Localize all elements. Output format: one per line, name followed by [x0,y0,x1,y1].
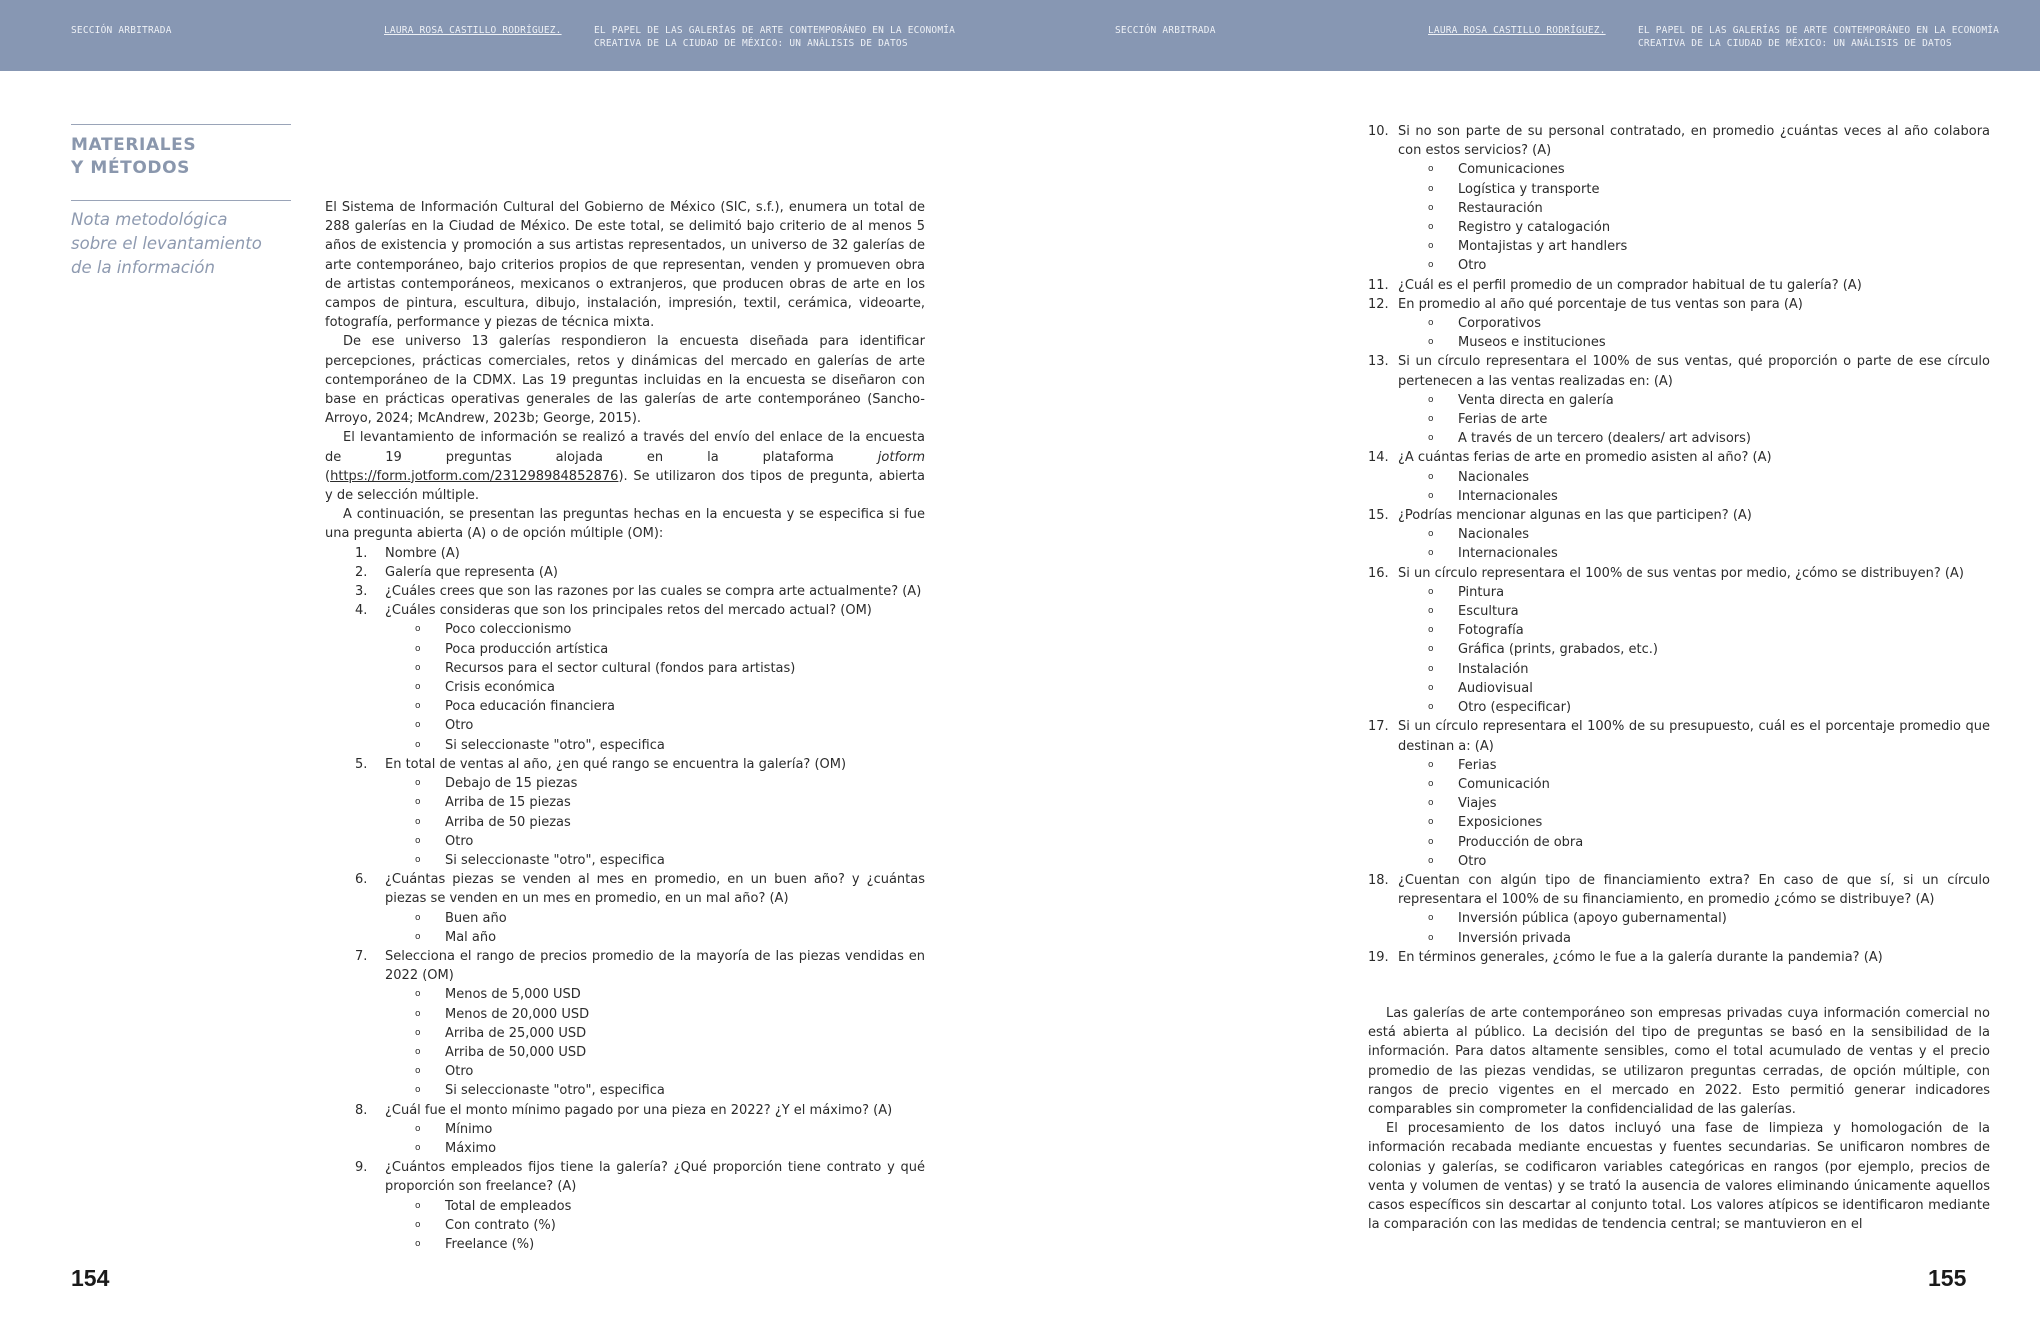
bullet-icon: o [415,835,421,846]
question-number: 8. [355,1102,368,1118]
option-text: Museos e instituciones [1458,335,1606,351]
question-item [1368,948,1990,967]
option-item [415,1120,925,1139]
bullet-icon: o [1428,682,1434,693]
option-item [1428,775,1990,794]
option-text: Arriba de 15 piezas [445,795,571,811]
option-item [415,793,925,812]
question-number: 12. [1368,296,1389,312]
option-text: Nacionales [1458,527,1529,543]
option-text: Arriba de 25,000 USD [445,1025,587,1041]
question-text: ¿A cuántas ferias de arte en promedio asisten al año? (A) [1398,450,1772,466]
question-text: ¿Cuántas piezas se venden al mes en promedio, en un buen año? y ¿cuántas piezas se venden en un mes en promedio, en un mal año? (A) [385,872,925,907]
question-number: 10. [1368,124,1389,139]
bullet-icon: o [1428,644,1434,655]
question-number: 17. [1368,719,1389,735]
bullet-icon: o [1428,471,1434,482]
option-item [415,1081,925,1100]
header-title-right: EL PAPEL DE LAS GALERÍAS DE ARTE CONTEMPORÁNEO EN LA ECONOMÍA CREATIVA DE LA CIUDAD DE MÉXICO: UN ANÁLISIS DE DATOS [1638,25,2000,49]
option-text: Comunicaciones [1458,162,1565,178]
option-text: Logística y transporte [1458,181,1600,197]
question-text: Si no son parte de su personal contratado, en promedio ¿cuántas veces al año colabora con estos servicios? (A) [1398,124,1990,159]
option-item [415,1005,925,1024]
bullet-icon: o [1428,164,1434,175]
question-item [1368,506,1990,525]
option-item [1428,429,1990,448]
bullet-icon: o [415,912,421,923]
option-text: Inversión privada [1458,930,1571,946]
question-item [355,1158,925,1196]
option-text: Arriba de 50 piezas [445,814,571,830]
header-title-left: EL PAPEL DE LAS GALERÍAS DE ARTE CONTEMPORÁNEO EN LA ECONOMÍA CREATIVA DE LA CIUDAD DE MÉXICO: UN ANÁLISIS DE DATOS [594,25,956,49]
option-item [415,620,925,639]
bullet-icon: o [415,624,421,635]
option-list [1428,525,1990,563]
bullet-icon: o [1428,759,1434,770]
bullet-icon: o [1428,260,1434,271]
question-number: 7. [355,948,368,964]
question-text: Si un círculo representara el 100% de sus ventas por medio, ¿cómo se distribuyen? (A) [1398,565,1964,581]
question-item [1368,352,1990,390]
option-item [415,1139,925,1158]
question-item [1368,717,1990,755]
paragraph: De ese universo 13 galerías respondieron la encuesta diseñada para identificar percepciones, prácticas comerciales, retos y dinámicas del mercado en galerías de arte contemporáneo de la CDMX. Las 19 preguntas incluidas en la encuesta se diseñaron con base en prácticas operativas generales de las galerías de arte contemporáneo (Sancho-Arroyo, 2024; McAndrew, 2023b; George, 2015). [325,334,925,427]
option-text: Con contrato (%) [445,1217,556,1233]
question-text: ¿Cuál fue el monto mínimo pagado por una pieza en 2022? ¿Y el máximo? (A) [385,1102,893,1118]
header-section-left: SECCIÓN ARBITRADA [71,25,172,36]
option-list [415,985,925,1100]
option-list [415,620,925,754]
bullet-icon: o [1428,414,1434,425]
option-item [1428,679,1990,698]
option-list [1428,314,1990,352]
option-text: Audiovisual [1458,680,1533,696]
option-item [415,1024,925,1043]
option-item [415,1197,925,1216]
bullet-icon: o [415,989,421,1000]
bullet-icon: o [1428,932,1434,943]
option-text: Comunicación [1458,776,1550,792]
option-text: Inversión pública (apoyo gubernamental) [1458,911,1727,927]
option-text: Escultura [1458,604,1519,620]
option-item [415,928,925,947]
option-text: Gráfica (prints, grabados, etc.) [1458,642,1658,658]
bullet-icon: o [1428,855,1434,866]
question-item [1368,564,1990,583]
question-number: 19. [1368,949,1389,965]
bullet-icon: o [1428,433,1434,444]
section-heading: MATERIALES Y MÉTODOS [71,135,197,178]
option-item [1428,813,1990,832]
option-item [1428,199,1990,218]
option-item [415,774,925,793]
bullet-icon: o [1428,222,1434,233]
option-item [1428,487,1990,506]
question-text: En total de ventas al año, ¿en qué rango se encuentra la galería? (OM) [385,756,847,772]
option-text: Internacionales [1458,488,1558,504]
question-item [1368,295,1990,314]
question-number: 16. [1368,565,1389,581]
bullet-icon: o [1428,318,1434,329]
question-text: Galería que representa (A) [385,564,558,580]
option-list [415,1120,925,1158]
option-text: Otro (especificar) [1458,700,1572,716]
option-item [415,1043,925,1062]
bullet-icon: o [1428,836,1434,847]
question-text: ¿Cuáles consideras que son los principales retos del mercado actual? (OM) [385,603,872,619]
header-section-right: SECCIÓN ARBITRADA [1115,25,1216,36]
bullet-icon: o [1428,548,1434,559]
option-text: Total de empleados [445,1198,572,1214]
question-item [355,947,925,985]
question-item [1368,122,1990,160]
option-text: Exposiciones [1458,815,1543,831]
bullet-icon: o [415,1008,421,1019]
question-text: ¿Cuentan con algún tipo de financiamiento extra? En caso de que sí, si un círculo representara el 100% de su financiamiento, en promedio ¿cómo se distribuye? (A) [1398,872,1990,908]
option-item [415,659,925,678]
option-item [415,813,925,832]
option-text: Venta directa en galería [1458,392,1614,408]
option-item [1428,544,1990,563]
bullet-icon: o [415,643,421,654]
option-text: Otro [445,1064,474,1080]
option-text: Debajo de 15 piezas [445,776,578,792]
bullet-icon: o [1428,606,1434,617]
bullet-icon: o [415,778,421,789]
paragraph-text: El levantamiento de información se realizó a través del envío del enlace de la encuesta de 19 preguntas alojada en la plataforma [325,430,925,465]
option-list [415,909,925,947]
question-item [355,582,925,601]
option-item [1428,256,1990,275]
option-item [1428,909,1990,928]
option-text: Mal año [445,929,497,945]
bullet-icon: o [415,797,421,808]
bullet-icon: o [1428,183,1434,194]
option-text: Crisis económica [445,680,556,696]
question-text: Selecciona el rango de precios promedio de la mayoría de las piezas vendidas en 2022 (OM) [385,948,925,984]
bullet-icon: o [415,854,421,865]
option-text: Ferias de arte [1458,412,1548,428]
question-item [1368,276,1990,295]
option-item [1428,180,1990,199]
option-text: Menos de 20,000 USD [445,1006,590,1022]
option-text: Nacionales [1458,469,1529,485]
option-text: Registro y catalogación [1458,220,1611,236]
bullet-icon: o [415,1142,421,1153]
bullet-icon: o [1428,913,1434,924]
option-text: Recursos para el sector cultural (fondos para artistas) [445,660,796,676]
question-text: Si un círculo representara el 100% de sus ventas, qué proporción o parte de ese círculo pertenecen a las ventas realizadas en: (A) [1398,354,1990,389]
question-number: 2. [355,564,368,580]
option-text: Otro [1458,853,1487,869]
question-item [355,755,925,774]
option-item [1428,314,1990,333]
bullet-icon: o [415,816,421,827]
left-column [325,198,925,1254]
option-text: Internacionales [1458,546,1558,562]
bullet-icon: o [1428,202,1434,213]
option-item [1428,237,1990,256]
option-item [415,1235,925,1254]
bullet-icon: o [1428,817,1434,828]
question-item [1368,871,1990,909]
platform-name: jotform [877,449,925,465]
question-text: En promedio al año qué porcentaje de tus ventas son para (A) [1398,296,1803,312]
bullet-icon: o [415,682,421,693]
option-text: Buen año [445,910,507,926]
option-text: Montajistas y art handlers [1458,239,1628,255]
option-text: A través de un tercero (dealers/ art advisors) [1458,431,1751,447]
bullet-icon: o [415,1238,421,1249]
question-text: ¿Cuántos empleados fijos tiene la galería? ¿Qué proporción tiene contrato y qué proporción son freelance? (A) [385,1160,925,1195]
option-item [1428,794,1990,813]
bullet-icon: o [1428,663,1434,674]
bullet-icon: o [415,739,421,750]
option-item [415,678,925,697]
option-item [415,851,925,870]
bullet-icon: o [1428,337,1434,348]
question-number: 13. [1368,354,1389,370]
question-text: ¿Cuál es el perfil promedio de un comprador habitual de tu galería? (A) [1398,277,1862,293]
bullet-icon: o [415,1066,421,1077]
option-text: Otro [445,833,474,849]
page-right [1020,71,2040,1320]
option-item [415,716,925,735]
option-text: Corporativos [1458,316,1542,332]
question-number: 3. [355,584,368,600]
question-text: Si un círculo representara el 100% de su presupuesto, cuál es el porcentaje promedio que destinan a: (A) [1398,719,1990,754]
header-author-right[interactable]: LAURA ROSA CASTILLO RODRÍGUEZ. [1428,25,1606,36]
question-number: 11. [1368,277,1389,293]
question-number: 1. [355,545,368,561]
sidebar-top-rule [71,124,291,125]
option-text: Si seleccionaste "otro", especifica [445,852,665,868]
page-number-left: 154 [71,1265,110,1291]
option-item [415,832,925,851]
option-text: Instalación [1458,661,1529,677]
option-item [1428,640,1990,659]
option-item [1428,621,1990,640]
option-text: Otro [445,718,474,734]
question-item [355,544,925,563]
option-item [415,985,925,1004]
bullet-icon: o [415,1085,421,1096]
option-text: Poca producción artística [445,641,609,657]
paragraph: El procesamiento de los datos incluyó una fase de limpieza y homologación de la información recabada mediante encuestas y fuentes secundarias. Se unificaron nombres de colonias y galerías, se codificaron variables categóricas en rangos (por ejemplo, precios de venta y volumen de ventas) y se trató la ausencia de valores eliminando únicamente aquellos casos específicos sin descartar al conjunto total. Los valores atípicos se identificaron mediante la comparación con las medidas de tendencia central; se mantuvieron en el [1368,1121,1990,1233]
paragraph: Las galerías de arte contemporáneo son empresas privadas cuya información comercial no está abierta al público. La decisión del tipo de preguntas se basó en la sensibilidad de la información. Para datos altamente sensibles, como el total acumulado de ventas y el precio promedio de las piezas vendidas, se utilizaron preguntas cerradas, de opción múltiple, con rangos de precio vigentes en el mercado en 2022. Esto permitió generar indicadores comparables sin comprometer la confidencialidad de las galerías. [1368,1006,1990,1118]
option-text: Menos de 5,000 USD [445,987,581,1003]
option-item [1428,756,1990,775]
question-text: ¿Cuáles crees que son las razones por las cuales se compra arte actualmente? (A) [385,584,922,600]
option-item [1428,525,1990,544]
paragraph: El Sistema de Información Cultural del Gobierno de México (SIC, s.f.), enumera un total de 288 galerías en la Ciudad de México. De este total, se delimitó bajo criterio de al menos 5 años de existencia y promoción a sus artistas representados, un universo de 32 galerías de arte contemporáneo, bajo criterios propios de que representan, venden y promueven obra de artistas contemporáneos, mexicanos o extranjeros, que producen obras de arte en los campos de pintura, escultura, dibujo, instalación, impresión, textil, cerámica, videoarte, fotografía, performance y piezas de técnica mixta. [325,200,925,331]
option-item [1428,333,1990,352]
option-text: Producción de obra [1458,834,1584,850]
question-item [355,563,925,582]
right-column [1368,122,1990,967]
paragraph: A continuación, se presentan las preguntas hechas en la encuesta y se especifica si fue una pregunta abierta (A) o de opción múltiple (OM): [325,507,925,542]
bullet-icon: o [415,1200,421,1211]
question-item [355,1101,925,1120]
page-number-right: 155 [1928,1265,1967,1291]
option-text: Arriba de 50,000 USD [445,1044,587,1060]
option-item [1428,602,1990,621]
option-item [415,697,925,716]
header-author-left[interactable]: LAURA ROSA CASTILLO RODRÍGUEZ. [384,25,562,36]
bullet-icon: o [415,720,421,731]
bullet-icon: o [1428,241,1434,252]
option-text: Ferias [1458,757,1497,773]
option-text: Fotografía [1458,623,1524,639]
question-number: 15. [1368,508,1389,524]
running-header [0,0,2040,71]
option-item [1428,160,1990,179]
option-list [415,774,925,870]
option-text: Máximo [445,1140,497,1156]
side-note: Nota metodológica sobre el levantamiento de la información [71,210,262,277]
option-text: Si seleccionaste "otro", especifica [445,737,665,753]
option-item [1428,218,1990,237]
option-list [1428,468,1990,506]
option-text: Mínimo [445,1121,493,1137]
option-item [1428,410,1990,429]
bullet-icon: o [415,1123,421,1134]
bullet-icon: o [415,701,421,712]
bullet-icon: o [415,1027,421,1038]
question-number: 5. [355,756,368,772]
question-item [355,601,925,620]
option-item [415,640,925,659]
question-number: 4. [355,603,368,619]
question-number: 14. [1368,450,1389,466]
option-list [1428,391,1990,449]
bullet-icon: o [1428,798,1434,809]
bullet-icon: o [1428,702,1434,713]
option-item [1428,583,1990,602]
question-number: 9. [355,1160,368,1176]
option-item [415,1216,925,1235]
option-item [1428,929,1990,948]
bullet-icon: o [1428,529,1434,540]
survey-link[interactable]: https://form.jotform.com/231298984852876 [330,468,619,484]
question-number: 6. [355,872,368,888]
bullet-icon: o [1428,586,1434,597]
option-list [1428,756,1990,871]
option-text: Pintura [1458,584,1505,600]
option-item [1428,468,1990,487]
option-item [1428,391,1990,410]
question-number: 18. [1368,872,1389,888]
option-list [1428,909,1990,947]
option-item [1428,833,1990,852]
option-text: Viajes [1458,796,1497,812]
option-item [415,1062,925,1081]
option-text: Poco coleccionismo [445,622,572,638]
paragraph: El levantamiento de información se realizó a través del envío del enlace de la encuesta de 19 preguntas alojada en la plataforma jotform (https://form.jotform.com/231298984852876). Se utilizaron dos tipos de pregunta, abierta y de selección múltiple. [325,430,925,504]
bullet-icon: o [1428,394,1434,405]
bullet-icon: o [415,1219,421,1230]
question-item [1368,448,1990,467]
option-item [415,909,925,928]
option-text: Si seleccionaste "otro", especifica [445,1083,665,1099]
option-text: Otro [1458,258,1487,274]
sidebar-mid-rule [71,200,291,201]
option-item [1428,698,1990,717]
bullet-icon: o [1428,778,1434,789]
page-left [0,71,1020,1320]
question-text: Nombre (A) [385,545,460,561]
paragraph-text: . Se utilizaron dos tipos de pregunta, abierta y de selección múltiple. [325,468,925,504]
bullet-icon: o [415,1046,421,1057]
bullet-icon: o [415,931,421,942]
question-text: En términos generales, ¿cómo le fue a la galería durante la pandemia? (A) [1398,949,1883,965]
question-item [355,870,925,908]
option-list [1428,583,1990,717]
option-item [1428,660,1990,679]
option-item [1428,852,1990,871]
option-text: Freelance (%) [445,1236,535,1252]
option-list [415,1197,925,1255]
option-item [415,736,925,755]
option-text: Restauración [1458,200,1543,216]
bullet-icon: o [1428,625,1434,636]
bullet-icon: o [1428,490,1434,501]
option-text: Poca educación financiera [445,699,615,715]
right-column-closing [1368,1004,1990,1234]
option-list [1428,160,1990,275]
bullet-icon: o [415,662,421,673]
question-text: ¿Podrías mencionar algunas en las que participen? (A) [1398,508,1752,524]
